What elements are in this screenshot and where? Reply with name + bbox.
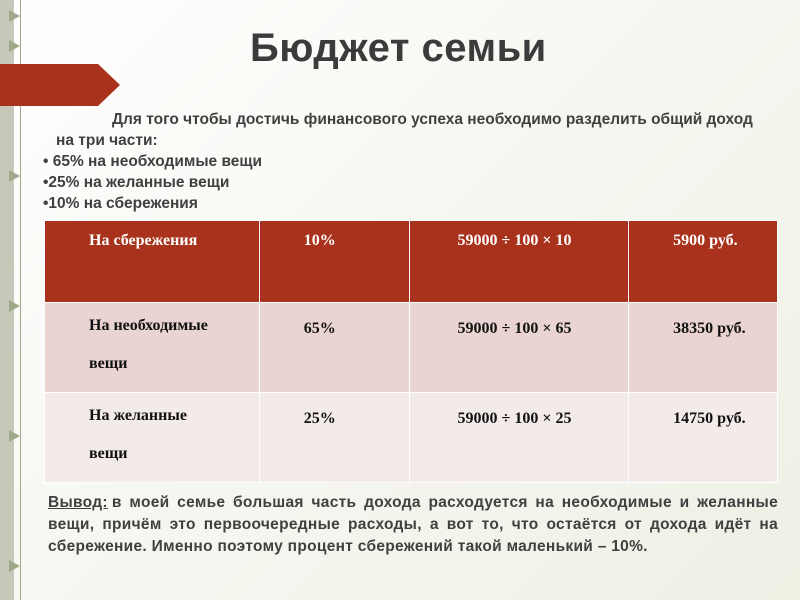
table-cell-percent: 10% bbox=[259, 221, 409, 303]
conclusion-label: Вывод: bbox=[48, 494, 108, 511]
table-cell-formula: 59000 ÷ 100 × 65 bbox=[409, 303, 629, 393]
table-cell-formula: 59000 ÷ 100 × 25 bbox=[409, 393, 629, 483]
bullet-item: •10% на сбережения bbox=[43, 195, 198, 212]
table-cell-name bbox=[45, 393, 260, 483]
table-cell-amount: 14750 руб. bbox=[629, 393, 778, 483]
arrow-tick-icon bbox=[9, 560, 20, 572]
table-cell-name-line: На желанные bbox=[89, 407, 187, 424]
table-row bbox=[45, 393, 778, 483]
slide-title: Бюджет семьи bbox=[250, 26, 547, 70]
conclusion-block bbox=[48, 492, 778, 558]
table-cell-name bbox=[45, 303, 260, 393]
table-cell-name-line: На необходимые bbox=[89, 317, 208, 334]
table-cell-name-line: вещи bbox=[89, 355, 128, 372]
table-cell-amount: 5900 руб. bbox=[629, 221, 778, 303]
table-cell-name-line: вещи bbox=[89, 445, 128, 462]
conclusion-text: в моей семье большая часть дохода расходуется на необходимые и желанные вещи, причём это первоочередные расходы, а вот то, что остаётся от дохода идёт на сбережение. Именно поэтому процент сбережений такой маленький – 10%. bbox=[48, 494, 778, 555]
intro-text: Для того чтобы достичь финансового успеха необходимо разделить общий доход на три части: bbox=[56, 111, 753, 149]
table-cell-percent: 25% bbox=[259, 393, 409, 483]
arrow-tick-icon bbox=[9, 430, 20, 442]
arrow-tick-icon bbox=[9, 300, 20, 312]
arrow-tick-icon bbox=[9, 10, 20, 22]
bullet-item: •25% на желанные вещи bbox=[43, 174, 230, 191]
table-cell-name: На сбережения bbox=[45, 221, 260, 303]
table-row bbox=[45, 221, 778, 303]
arrow-tick-icon bbox=[9, 40, 20, 52]
table-cell-formula: 59000 ÷ 100 × 10 bbox=[409, 221, 629, 303]
bullet-item: • 65% на необходимые вещи bbox=[43, 153, 263, 170]
arrow-tick-icon bbox=[9, 170, 20, 182]
table-cell-amount: 38350 руб. bbox=[629, 303, 778, 393]
table-row bbox=[45, 303, 778, 393]
arrow-banner-icon bbox=[0, 64, 120, 106]
budget-table bbox=[44, 220, 778, 483]
intro-block bbox=[43, 109, 766, 214]
table-cell-percent: 65% bbox=[259, 303, 409, 393]
